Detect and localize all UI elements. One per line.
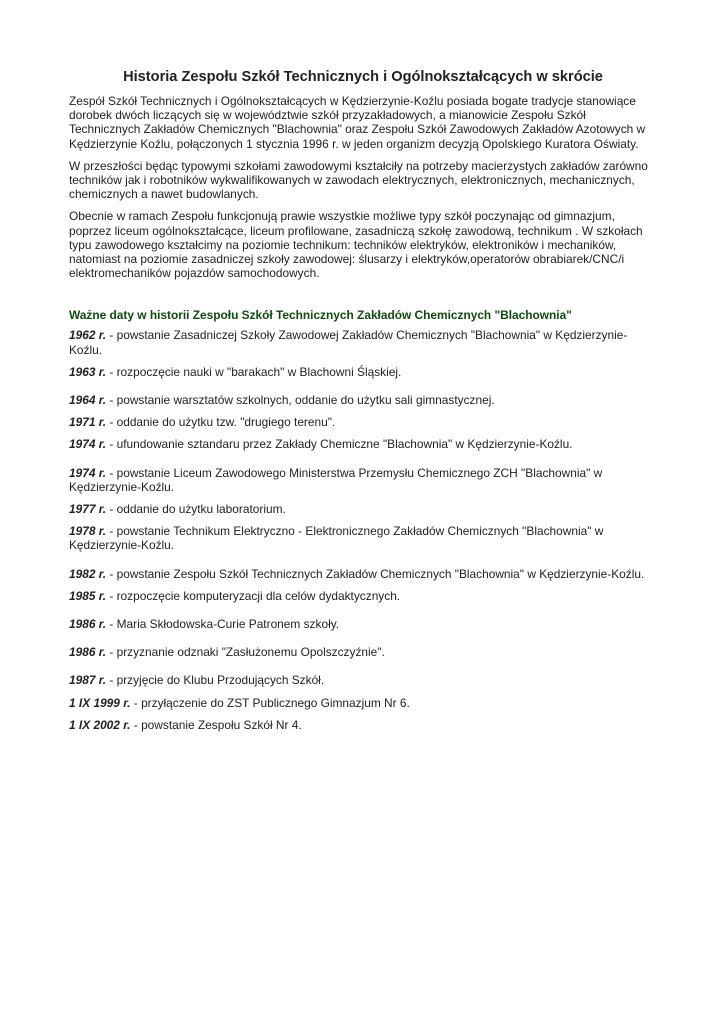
date-description: - przyłączenie do ZST Publicznego Gimnazjum Nr 6. [130,695,410,710]
current-paragraph: Obecnie w ramach Zespołu funkcjonują prawie wszystkie możliwe typy szkół poczynając od gimnazjum, poprzez liceum ogólnokształcące, liceum profilowane, zasadniczą szkołę zawodową, technikum . W szkołach typu zawodowego kształcimy na poziomie technikum: techników elektryków, elektroników i mechaników, natomiast na poziomie zasadniczej szkoły zawodowej: ślusarzy i elektryków,operatorów obrabiarek/CNC/i elektromechaników pojazdów samochodowych. [69,209,643,281]
date-entry [69,365,657,379]
date-description: - powstanie warsztatów szkolnych, oddanie do użytku sali gimnastycznej. [106,393,495,408]
date-description: - powstanie Liceum Zawodowego Ministerstwa Przemysłu Chemicznego ZCH "Blachownia" w Kędzierzynie-Koźlu. [69,465,603,494]
date-entry [69,718,657,732]
date-description: - przyznanie odznaki "Zasłużonemu Opolszczyźnie". [106,645,385,660]
date-entry [69,393,657,407]
date-label: 1 IX 1999 r. [69,695,131,710]
section-heading: Ważne daty w historii Zespołu Szkół Technicznych Zakładów Chemicznych "Blachownia" [69,308,572,323]
date-entry [69,673,657,687]
date-description: - rozpoczęcie nauki w "barakach" w Blachowni Śląskiej. [106,364,402,379]
date-label: 1986 r. [69,645,107,660]
page-title: Historia Zespołu Szkół Technicznych i Ogólnokształcących w skrócie [123,69,603,85]
date-entry [69,466,657,494]
date-description: - przyjęcie do Klubu Przodujących Szkół. [106,673,325,688]
date-label: 1986 r. [69,617,107,632]
date-label: 1971 r. [69,415,107,430]
date-entry [69,437,657,451]
date-label: 1 IX 2002 r. [69,717,131,732]
date-description: - rozpoczęcie komputeryzacji dla celów dydaktycznych. [106,588,401,603]
date-description: - powstanie Zespołu Szkół Nr 4. [130,717,302,732]
date-description: - powstanie Zespołu Szkół Technicznych Zakładów Chemicznych "Blachownia" w Kędzierzynie-Koźlu. [106,566,645,581]
date-entry [69,567,657,581]
date-entry [69,589,657,603]
date-description: - Maria Skłodowska-Curie Patronem szkoły. [106,617,340,632]
date-label: 1982 r. [69,566,107,581]
date-entry [69,415,657,429]
date-label: 1977 r. [69,502,107,517]
intro-paragraph: Zespół Szkół Technicznych i Ogólnokształcących w Kędzierzynie-Koźlu posiada bogate tradycje stanowiące dorobek dwóch liczących się w województwie szkół przyzakładowych, a mianowicie Zespołu Szkół Technicznych Zakładów Chemicznych "Blachownia" oraz Zespołu Szkół Zawodowych Zakładów Azotowych w Kędzierzynie Koźlu, połączonych 1 stycznia 1996 r. w jeden organizm decyzją Opolskiego Kuratora Oświaty. [69,94,646,151]
date-label: 1963 r. [69,364,107,379]
date-entry [69,617,657,631]
dates-list [69,328,657,732]
date-label: 1985 r. [69,588,107,603]
date-description: - oddanie do użytku laboratorium. [106,502,286,517]
date-label: 1974 r. [69,465,107,480]
date-label: 1964 r. [69,393,107,408]
date-entry [69,524,657,552]
date-entry [69,645,657,659]
date-label: 1974 r. [69,437,107,452]
date-entry [69,328,657,356]
date-description: - powstanie Zasadniczej Szkoły Zawodowej Zakładów Chemicznych "Blachownia" w Kędzierzynie-Koźlu. [69,328,628,357]
date-entry [69,502,657,516]
history-paragraph: W przeszłości będąc typowymi szkołami zawodowymi kształciły na potrzeby macierzystych zakładów zarówno techników jak i robotników wykwalifikowanych w zawodach elektrycznych, elektronicznych, mechanicznych, chemicznych a nawet budowlanych. [69,158,648,202]
date-label: 1962 r. [69,328,107,343]
date-entry [69,696,657,710]
date-description: - oddanie do użytku tzw. "drugiego terenu". [106,415,336,430]
document-page [69,68,657,740]
date-label: 1987 r. [69,673,107,688]
date-description: - ufundowanie sztandaru przez Zakłady Chemiczne "Blachownia" w Kędzierzynie-Koźlu. [106,437,573,452]
date-label: 1978 r. [69,524,107,539]
date-description: - powstanie Technikum Elektryczno - Elektronicznego Zakładów Chemicznych "Blachownia" w Kędzierzynie-Koźlu. [69,524,604,553]
